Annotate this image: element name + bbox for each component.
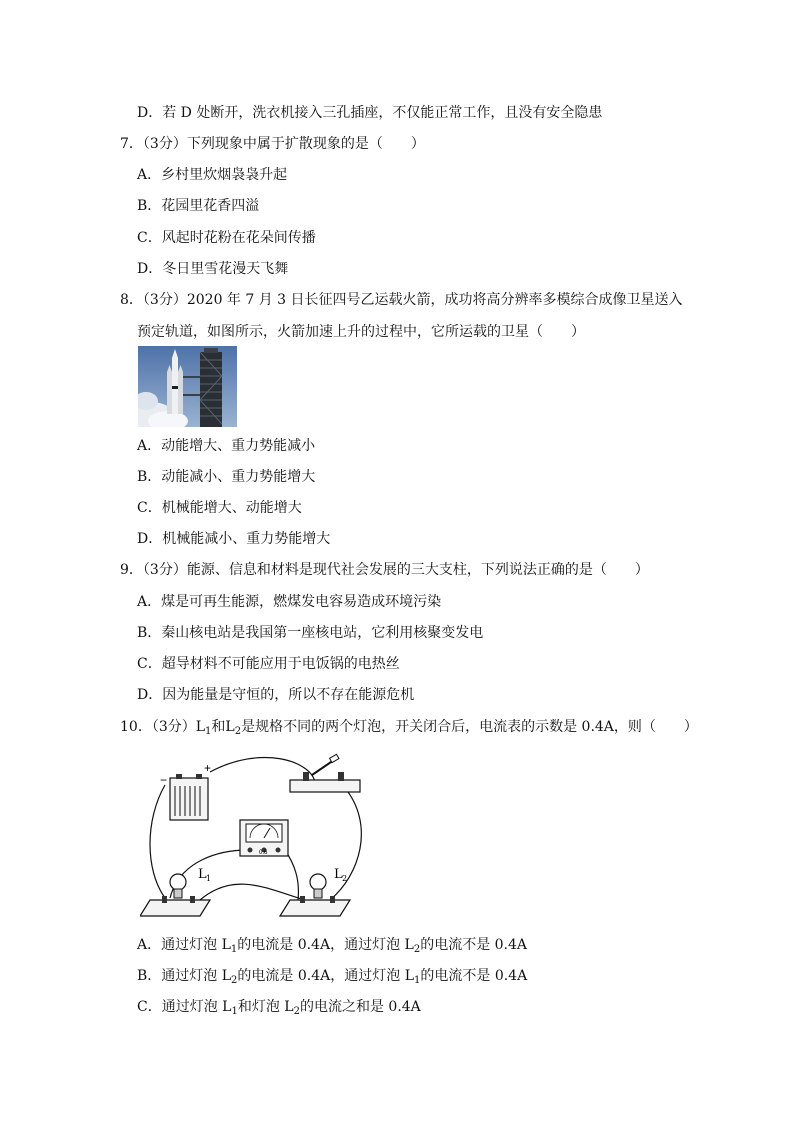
svg-text:L: L <box>334 867 343 882</box>
subscript: 2 <box>234 726 242 737</box>
question-9-stem <box>120 561 649 579</box>
option-text: 的电流之和是 0.4A <box>299 999 421 1015</box>
option-d-q6 <box>137 104 602 122</box>
option-text: 的电流不是 0.4A <box>420 968 528 984</box>
option-text: 的电流是 0.4A，通过灯泡 L <box>237 937 414 953</box>
option-letter: C． <box>137 656 162 672</box>
option-text: 煤是可再生能源，燃煤发电容易造成环境污染 <box>161 594 442 610</box>
subscript: 2 <box>231 975 238 986</box>
option-letter: D． <box>137 687 163 703</box>
q9-option-a <box>137 593 441 611</box>
option-text: 乡村里炊烟袅袅升起 <box>161 167 288 183</box>
svg-text:1: 1 <box>206 874 212 883</box>
q7-option-c <box>137 229 316 247</box>
battery-icon <box>170 774 208 820</box>
q9-option-b <box>137 624 483 642</box>
option-text: 动能减小、重力势能增大 <box>161 469 316 485</box>
question-number: 7． <box>120 136 143 152</box>
option-letter: A． <box>137 937 162 953</box>
subscript: 2 <box>293 1006 300 1017</box>
question-score: （3分） <box>142 292 187 308</box>
q8-option-c <box>137 499 302 517</box>
option-text: 的电流不是 0.4A <box>420 937 528 953</box>
question-8-stem-cont: 预定轨道，如图所示，火箭加速上升的过程中，它所运载的卫星（ ） <box>137 324 585 340</box>
svg-text:L: L <box>198 867 207 882</box>
question-text: 能源、信息和材料是现代社会发展的三大支柱，下列说法正确的是（ ） <box>186 562 649 578</box>
option-text: 动能增大、重力势能减小 <box>161 438 316 454</box>
option-text: 花园里花香四溢 <box>161 198 260 214</box>
option-letter: B． <box>137 469 162 485</box>
subscript: 1 <box>205 726 212 737</box>
svg-text:0.6: 0.6 <box>259 850 268 856</box>
question-score: （3分） <box>151 719 196 735</box>
question-text: 下列现象中属于扩散现象的是（ ） <box>186 136 425 152</box>
q8-option-b <box>137 468 315 486</box>
option-text: 若 D 处断开，洗衣机接入三孔插座，不仅能正常工作，且没有安全隐患 <box>162 105 603 121</box>
question-8-stem <box>120 291 683 309</box>
circuit-graphic <box>140 750 380 925</box>
question-number: 9． <box>120 562 143 578</box>
option-text: 风起时花粉在花朵间传播 <box>161 230 316 246</box>
switch-icon <box>290 754 360 792</box>
svg-text:−: − <box>160 773 168 787</box>
lamp-symbol: L <box>225 719 235 735</box>
q9-option-c <box>137 655 400 673</box>
option-letter: A． <box>137 438 162 454</box>
question-number: 10． <box>120 719 152 735</box>
option-letter: B． <box>137 968 162 984</box>
option-text: 冬日里雪花漫天飞舞 <box>162 261 289 277</box>
option-letter: B． <box>137 625 162 641</box>
q8-option-d <box>137 530 330 548</box>
question-text: 和 <box>211 719 226 735</box>
option-text: 机械能减小、重力势能增大 <box>162 531 331 547</box>
subscript: 2 <box>413 944 421 955</box>
subscript: 1 <box>231 1006 238 1017</box>
q10-option-b <box>137 967 527 985</box>
option-letter: C． <box>137 999 162 1015</box>
option-letter: D． <box>137 531 163 547</box>
question-score: （3分） <box>142 136 187 152</box>
option-letter: B． <box>137 198 162 214</box>
q8-option-a <box>137 437 315 455</box>
q10-option-c <box>137 998 421 1016</box>
q7-option-d <box>137 260 288 278</box>
question-text: 2020 年 7 月 3 日长征四号乙运载火箭，成功将高分辨率多模综合成像卫星送入 <box>186 292 683 308</box>
option-text: 通过灯泡 L <box>161 937 231 953</box>
question-7-stem <box>120 135 425 153</box>
q7-option-b <box>137 197 259 215</box>
rocket-photo-graphic <box>138 346 237 427</box>
q7-option-a <box>137 166 287 184</box>
option-letter: A． <box>137 167 162 183</box>
circuit-diagram <box>140 750 380 925</box>
svg-text:+: + <box>204 761 212 775</box>
rocket-launch-photo <box>138 346 237 427</box>
option-text: 和灯泡 L <box>237 999 294 1015</box>
option-letter: D． <box>137 105 163 121</box>
option-letter: A． <box>137 594 162 610</box>
option-text: 因为能量是守恒的，所以不存在能源危机 <box>162 687 415 703</box>
question-10-stem <box>120 718 698 736</box>
question-score: （3分） <box>142 562 187 578</box>
option-text: 通过灯泡 L <box>161 968 232 984</box>
option-text: 秦山核电站是我国第一座核电站，它利用核聚变发电 <box>161 625 484 641</box>
svg-text:2: 2 <box>342 874 348 883</box>
q10-option-a <box>137 936 527 954</box>
lamp-symbol: L <box>195 719 206 735</box>
option-letter: D． <box>137 261 163 277</box>
option-text: 通过灯泡 L <box>161 999 232 1015</box>
q9-option-d <box>137 686 414 704</box>
option-text: 的电流是 0.4A，通过灯泡 L <box>237 968 414 984</box>
option-text: 超导材料不可能应用于电饭锅的电热丝 <box>161 656 400 672</box>
subscript: 1 <box>414 975 421 986</box>
option-letter: C． <box>137 230 162 246</box>
option-text: 机械能增大、动能增大 <box>161 500 302 516</box>
question-text: 是规格不同的两个灯泡，开关闭合后，电流表的示数是 0.4A，则（ ） <box>241 719 698 735</box>
question-number: 8． <box>120 292 143 308</box>
subscript: 1 <box>230 944 238 955</box>
option-letter: C． <box>137 500 162 516</box>
